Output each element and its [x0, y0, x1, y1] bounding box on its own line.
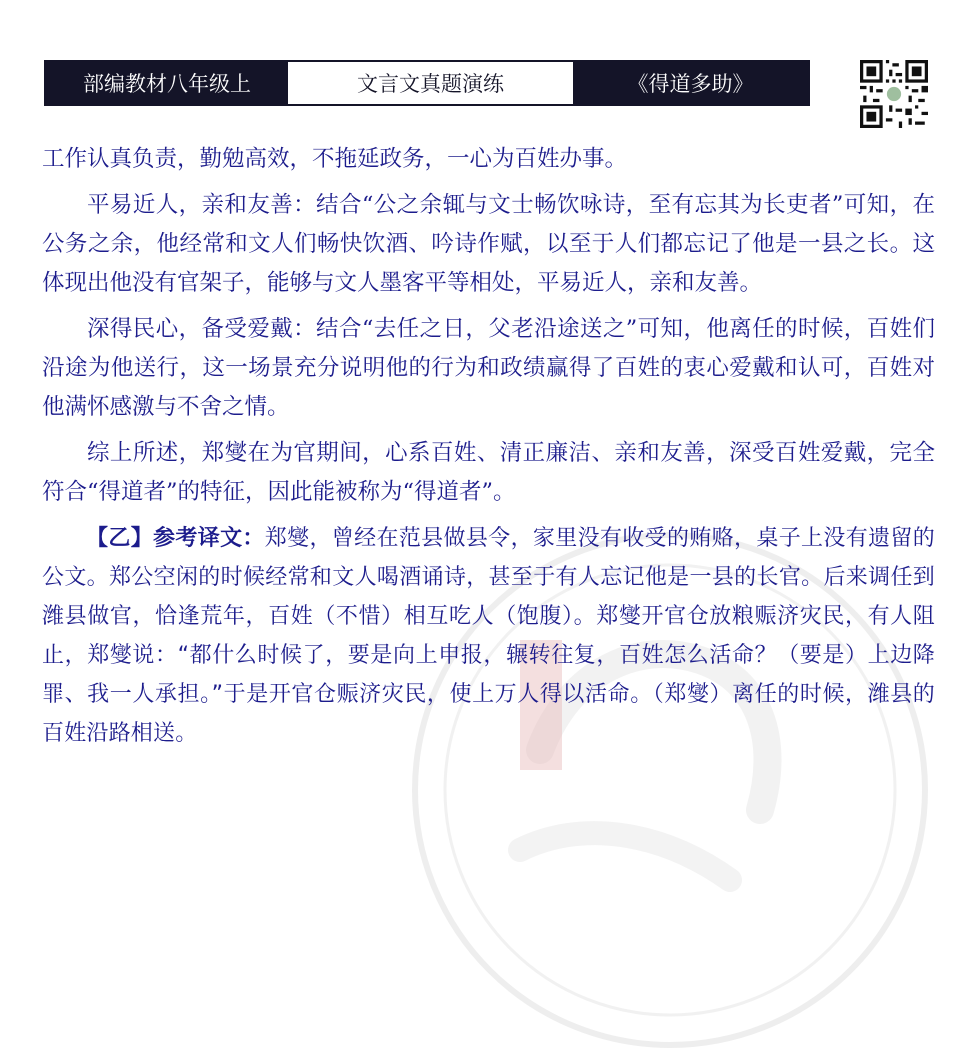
- paragraph-2: 平易近人，亲和友善：结合“公之余辄与文士畅饮咏诗，至有忘其为长吏者”可知，在公务之余，他经常和文人们畅快饮酒、吟诗作赋，以至于人们都忘记了他是一县之长。这体现出他没有官架子，能够与文人墨客平等相处，平易近人，亲和友善。: [42, 192, 935, 296]
- translation-text: 郑燮，曾经在范县做县令，家里没有收受的贿赂，桌子上没有遗留的公文。郑公空闲的时候经常和文人喝酒诵诗，甚至于有人忘记他是一县的长官。后来调任到潍县做官，恰逢荒年，百姓（不惜）相互吃人（饱腹）。郑燮开官仓放粮赈济灾民，有人阻止，郑燮说：“都什么时候了，要是向上申报，辗转往复，百姓怎么活命？（要是）上边降罪、我一人承担。”于是开官仓赈济灾民，使上万人得以活命。（郑燮）离任的时候，潍县的百姓沿路相送。: [42, 526, 935, 746]
- header-title: 《得道多助》: [573, 62, 808, 104]
- header-section: 文言文真题演练: [288, 62, 573, 104]
- header-bar: [44, 60, 810, 106]
- qr-code-icon: [860, 60, 928, 128]
- header-grade: 部编教材八年级上: [46, 62, 288, 104]
- paragraph-translation: [42, 519, 935, 753]
- paragraph-3: 深得民心，备受爱戴：结合“去任之日，父老沿途送之”可知，他离任的时候，百姓们沿途为他送行，这一场景充分说明他的行为和政绩赢得了百姓的衷心爱戴和认可，百姓对他满怀感激与不舍之情。: [42, 316, 935, 420]
- paragraph-4: 综上所述，郑燮在为官期间，心系百姓、清正廉洁、亲和友善，深受百姓爱戴，完全符合“得道者”的特征，因此能被称为“得道者”。: [42, 440, 935, 505]
- paragraph-1: 工作认真负责，勤勉高效，不拖延政务，一心为百姓办事。: [42, 146, 628, 172]
- document-body: [42, 140, 935, 760]
- translation-label: 【乙】参考译文：: [86, 526, 265, 551]
